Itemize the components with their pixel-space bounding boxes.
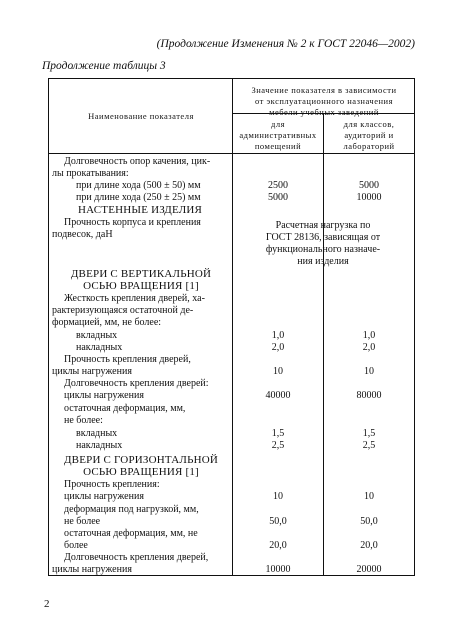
row-label: вкладных [76,428,118,439]
value-admin: 10 [273,491,283,502]
row-label: накладных [76,342,123,353]
column-header-name: Наименование показателя [88,111,194,121]
value-admin: 1,0 [271,330,285,341]
column-header-class: аудиторий и [344,130,394,140]
section-heading: ОСЬЮ ВРАЩЕНИЯ [1] [83,280,199,292]
wall-note: Расчетная нагрузка по [275,220,371,231]
row-label: вкладных [76,330,118,341]
value-admin: 5000 [268,192,288,203]
row-label: не более: [64,415,103,426]
value-admin: 10000 [265,564,291,575]
value-class: 1,0 [362,330,376,341]
row-label: циклы нагружения [64,390,144,401]
value-admin: 40000 [265,390,291,401]
row-label: Долговечность крепления дверей: [64,378,209,389]
row-label: циклы нагружения [52,366,132,377]
row-label: накладных [76,440,123,451]
row-label: лы прокатывания: [52,168,129,179]
value-class: 50,0 [360,516,378,527]
value-admin: 2,5 [271,440,285,451]
column-header-class: лабораторий [343,141,395,151]
value-group-header: мебели учебных заведений [269,107,379,117]
row-label: Жесткость крепления дверей, ха- [64,293,205,304]
row-label: при длине хода (500 ± 50) мм [76,180,201,191]
value-admin: 2500 [268,180,288,191]
wall-note: ния изделия [297,256,349,267]
right-border [414,78,415,576]
left-border [48,78,49,576]
section-heading: ДВЕРИ С ВЕРТИКАЛЬНОЙ [70,268,212,280]
value-class: 1,5 [362,428,376,439]
value-admin: 50,0 [269,516,287,527]
row-label: формацией, мм, не более: [52,317,162,328]
row-label: циклы нагружения [52,564,132,575]
page-number: 2 [44,598,50,610]
row-label: деформация под нагрузкой, мм, [64,504,199,515]
value-class: 2,0 [362,342,376,353]
running-title: (Продолжение Изменения № 2 к ГОСТ 22046—2002) [156,38,415,50]
value-class: 5000 [359,180,379,191]
value-admin: 1,5 [271,428,285,439]
row-label: Прочность крепления дверей, [64,354,191,365]
value-class: 2,5 [362,440,376,451]
row-label: более [64,540,88,551]
column-header-admin: помещений [254,141,302,151]
row-label: остаточная деформация, мм, не [64,528,198,539]
column-divider-1 [232,78,233,576]
table-continuation-label: Продолжение таблицы 3 [42,60,166,72]
value-class: 10000 [356,192,382,203]
value-class: 80000 [356,390,382,401]
row-label: Долговечность опор качения, цик- [64,156,211,167]
row-label: рактеризующаяся остаточной де- [52,305,194,316]
value-group-header: от эксплуатационного назначения [255,96,393,106]
value-admin: 20,0 [269,540,287,551]
value-class: 20000 [356,564,382,575]
row-label: подвесок, даН [52,229,113,240]
row-label: остаточная деформация, мм, [64,403,186,414]
wall-note: функционального назначе- [265,244,381,255]
value-group-header: Значение показателя в зависимости [251,85,397,95]
wall-note: ГОСТ 28136, зависящая от [265,232,381,243]
value-class: 10 [364,366,374,377]
value-class: 20,0 [360,540,378,551]
column-header-admin: административных [239,130,317,140]
section-heading: НАСТЕННЫЕ ИЗДЕЛИЯ [78,204,203,216]
row-label: при длине хода (250 ± 25) мм [76,192,201,203]
value-admin: 2,0 [271,342,285,353]
section-heading: ОСЬЮ ВРАЩЕНИЯ [1] [83,466,199,478]
row-label: Прочность крепления: [64,479,160,490]
column-header-class: для классов, [343,119,395,129]
row-label: не более [64,516,101,527]
row-label: Долговечность крепления дверей, [64,552,209,563]
value-admin: 10 [273,366,283,377]
section-heading: ДВЕРИ С ГОРИЗОНТАЛЬНОЙ [63,454,219,466]
row-label: Прочность корпуса и крепления [64,217,201,228]
column-divider-2 [323,113,324,576]
value-class: 10 [364,491,374,502]
row-label: циклы нагружения [64,491,144,502]
column-header-admin: для [271,119,285,129]
